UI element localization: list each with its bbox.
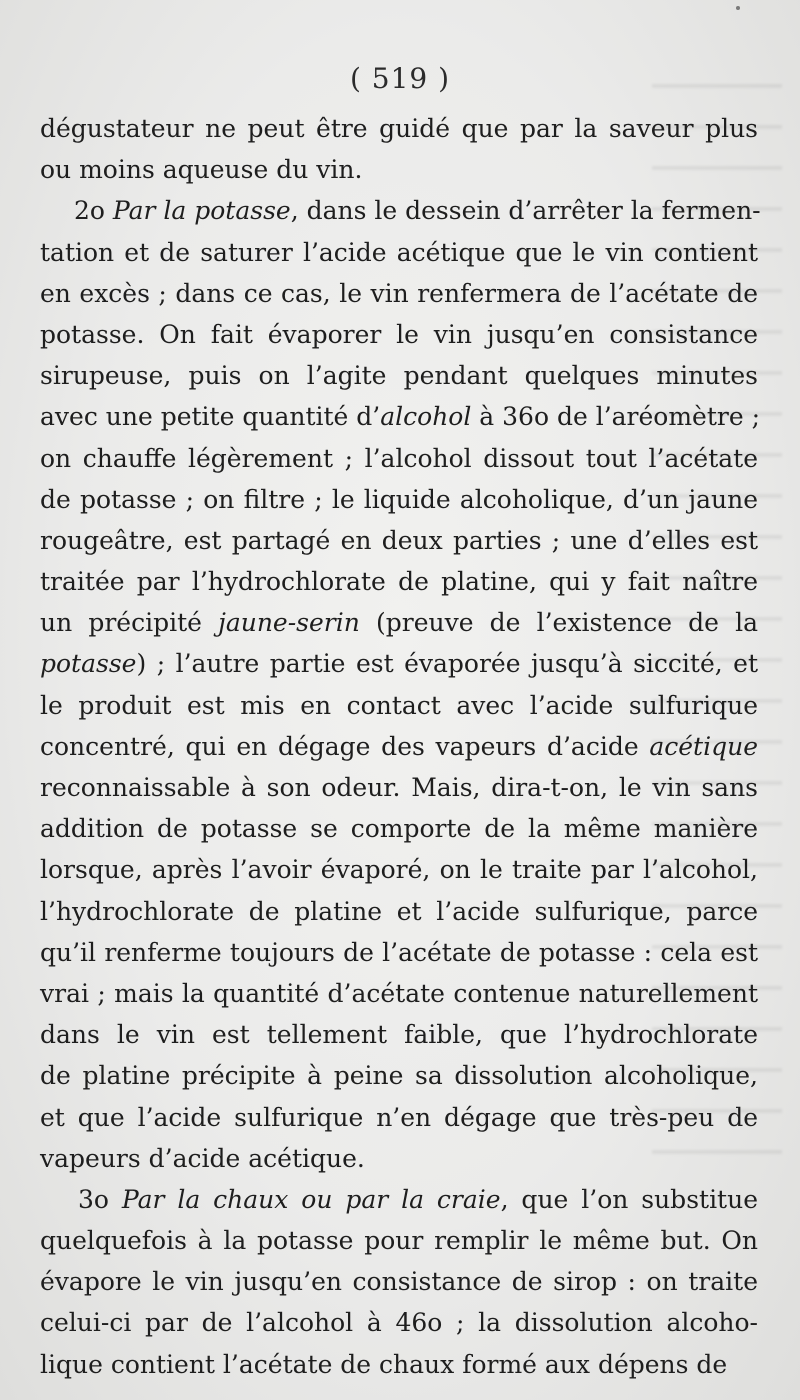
text-line: un précipité jaune-serin (preuve de l’existence de la (40, 608, 758, 638)
text-line: de potasse ; on filtre ; le liquide alcoholique, d’un jaune (40, 484, 758, 514)
text-line: traitée par l’hydrochlorate de platine, qui y fait naître (40, 567, 758, 597)
text-line: potasse) ; l’autre partie est évaporée jusqu’à siccité, et (40, 649, 758, 679)
text-line: qu’il renferme toujours de l’acétate de potasse : cela est (40, 937, 758, 967)
text-line: évapore le vin jusqu’en consistance de sirop : on traite (40, 1267, 758, 1297)
text-line: potasse. On fait évaporer le vin jusqu’en consistance (40, 319, 758, 349)
italic-term: acétique (649, 731, 758, 761)
text-line: en excès ; dans ce cas, le vin renfermera de l’acétate de (40, 278, 758, 308)
text-line: quelquefois à la potasse pour remplir le même but. On (40, 1226, 758, 1256)
italic-term: Par la potasse (112, 196, 291, 226)
text-line: dans le vin est tellement faible, que l’hydrochlorate (40, 1020, 758, 1050)
italic-term: jaune-serin (218, 608, 360, 638)
page-number: ( 519 ) (349, 62, 451, 95)
text-line: lorsque, après l’avoir évaporé, on le traite par l’alcohol, (40, 855, 758, 885)
text-line: ou moins aqueuse du vin. (40, 155, 363, 185)
italic-term: alcohol (380, 402, 472, 432)
text-line: de platine précipite à peine sa dissolution alcoholique, (40, 1061, 758, 1091)
text-line: et que l’acide sulfurique n’en dégage que très-peu de (40, 1102, 758, 1132)
text-line: reconnaissable à son odeur. Mais, dira-t-on, le vin sans (40, 773, 758, 802)
text-line: 3o Par la chaux ou par la craie, que l’on substitue (78, 1184, 759, 1214)
text-line: lique contient l’acétate de chaux formé aux dépens de (40, 1349, 728, 1379)
text-line: celui-ci par de l’alcohol à 46o ; la dissolution alcoho- (40, 1308, 758, 1338)
text-line: tation et de saturer l’acide acétique que le vin contient (40, 237, 758, 267)
text-line: addition de potasse se comporte de la même manière (40, 814, 758, 844)
text-line: le produit est mis en contact avec l’acide sulfurique (40, 690, 758, 720)
paper-spot (736, 6, 740, 10)
text-line: vrai ; mais la quantité d’acétate contenue naturellement (40, 978, 758, 1008)
text-line: l’hydrochlorate de platine et l’acide sulfurique, parce (40, 896, 758, 926)
text-line: 2o Par la potasse, dans le dessein d’arrêter la fermen- (74, 196, 761, 226)
text-line: concentré, qui en dégage des vapeurs d’acide acétique (40, 731, 758, 761)
text-line: rougeâtre, est partagé en deux parties ; une d’elles est (40, 525, 758, 555)
text-line: on chauffe légèrement ; l’alcohol dissout tout l’acétate (40, 443, 758, 473)
text-line: avec une petite quantité d’alcohol à 36o de l’aréomètre ; (40, 402, 761, 432)
italic-term: potasse (40, 649, 137, 679)
text-line: dégustateur ne peut être guidé que par la saveur plus (40, 114, 758, 143)
body-text (40, 108, 761, 1385)
text-line: vapeurs d’acide acétique. (40, 1143, 365, 1173)
italic-term: Par la chaux ou par la craie (121, 1184, 501, 1214)
text-line: sirupeuse, puis on l’agite pendant quelques minutes (40, 361, 758, 391)
